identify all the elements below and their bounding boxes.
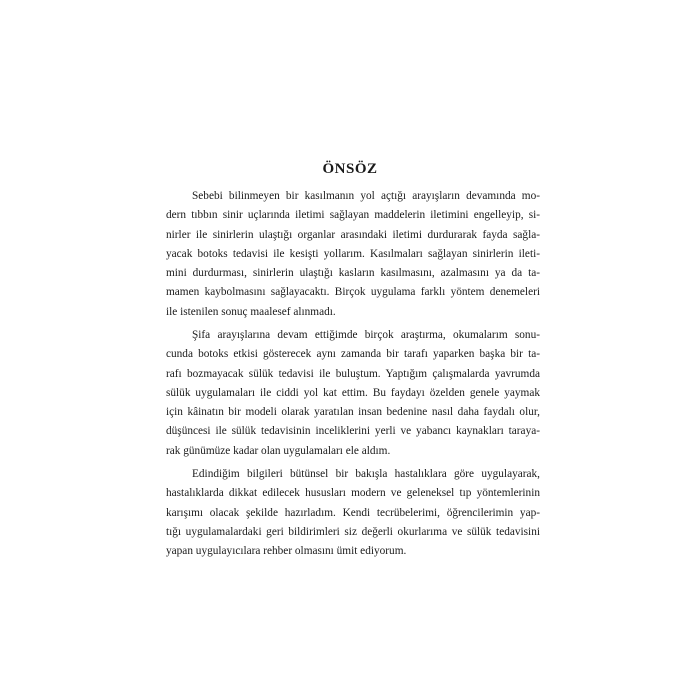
- text-line: mamen kaybolmasını sağlayacaktı. Birçok uygulama farklı yöntem denemeleri: [166, 286, 540, 299]
- text-line: hastalıklarda dikkat edilecek hususları modern ve geleneksel tıp yöntemlerinin: [166, 487, 540, 500]
- text-line: mini durdurması, sinirlerin ulaştığı kasların kasılmasını, azalmasını ya da ta-: [166, 267, 540, 280]
- paragraph-3: [166, 465, 540, 561]
- text-line: karışımı olacak şekilde hazırladım. Kendi tecrübelerimi, öğrencilerimin yap-: [166, 506, 540, 519]
- text-line: sülük uygulamaları ile ciddi yol kat ettim. Bu faydayı özelden genele yaymak: [166, 386, 540, 399]
- text-line: cunda botoks etkisi gösterecek aynı zamanda bir tarafı yaparken başka bir ta-: [166, 348, 540, 361]
- text-line: için kâinatın bir modeli olarak yaratılan insan bedenine nasıl daha faydalı olur,: [166, 406, 540, 419]
- text-line: yacak botoks tedavisi ile kesişti yollarım. Kasılmaları sağlayan sinirlerin ileti-: [166, 247, 540, 260]
- text-line: dern tıbbın sinir uçlarında iletimi sağlayan maddelerin iletimini engelleyip, si-: [166, 209, 540, 222]
- text-line: Sebebi bilinmeyen bir kasılmanın yol açtığı arayışların devamında mo-: [192, 190, 540, 202]
- text-line: Şifa arayışlarına devam ettiğimde birçok araştırma, okumalarım sonu-: [192, 329, 540, 341]
- text-line: ile istenilen sonuç maalesef alınmadı.: [166, 305, 336, 318]
- paragraph-1: [166, 187, 540, 322]
- text-line: rafı bozmayacak sülük tedavisi ile buluştum. Yaptığım çalışmalarda yavrumda: [166, 367, 540, 380]
- text-line: rak günümüze kadar olan uygulamaları ele aldım.: [166, 444, 391, 457]
- text-line: Edindiğim bilgileri bütünsel bir bakışla hastalıklara göre uygulayarak,: [192, 468, 540, 480]
- text-line: yapan uygulayıcılara rehber olmasını ümit ediyorum.: [166, 545, 407, 558]
- text-line: düşüncesi ile sülük tedavisinin inceliklerini yerli ve yabancı kaynakları taraya-: [166, 425, 540, 438]
- text-line: tığı uygulamalardaki geri bildirimleri siz değerli okurlarıma ve sülük tedavisini: [166, 525, 540, 538]
- text-line: nirler ile sinirlerin ulaştığı organlar arasındaki iletimi durdurarak fayda sağla-: [166, 228, 540, 241]
- paragraph-2: [166, 326, 540, 461]
- page-title: ÖNSÖZ: [322, 161, 378, 177]
